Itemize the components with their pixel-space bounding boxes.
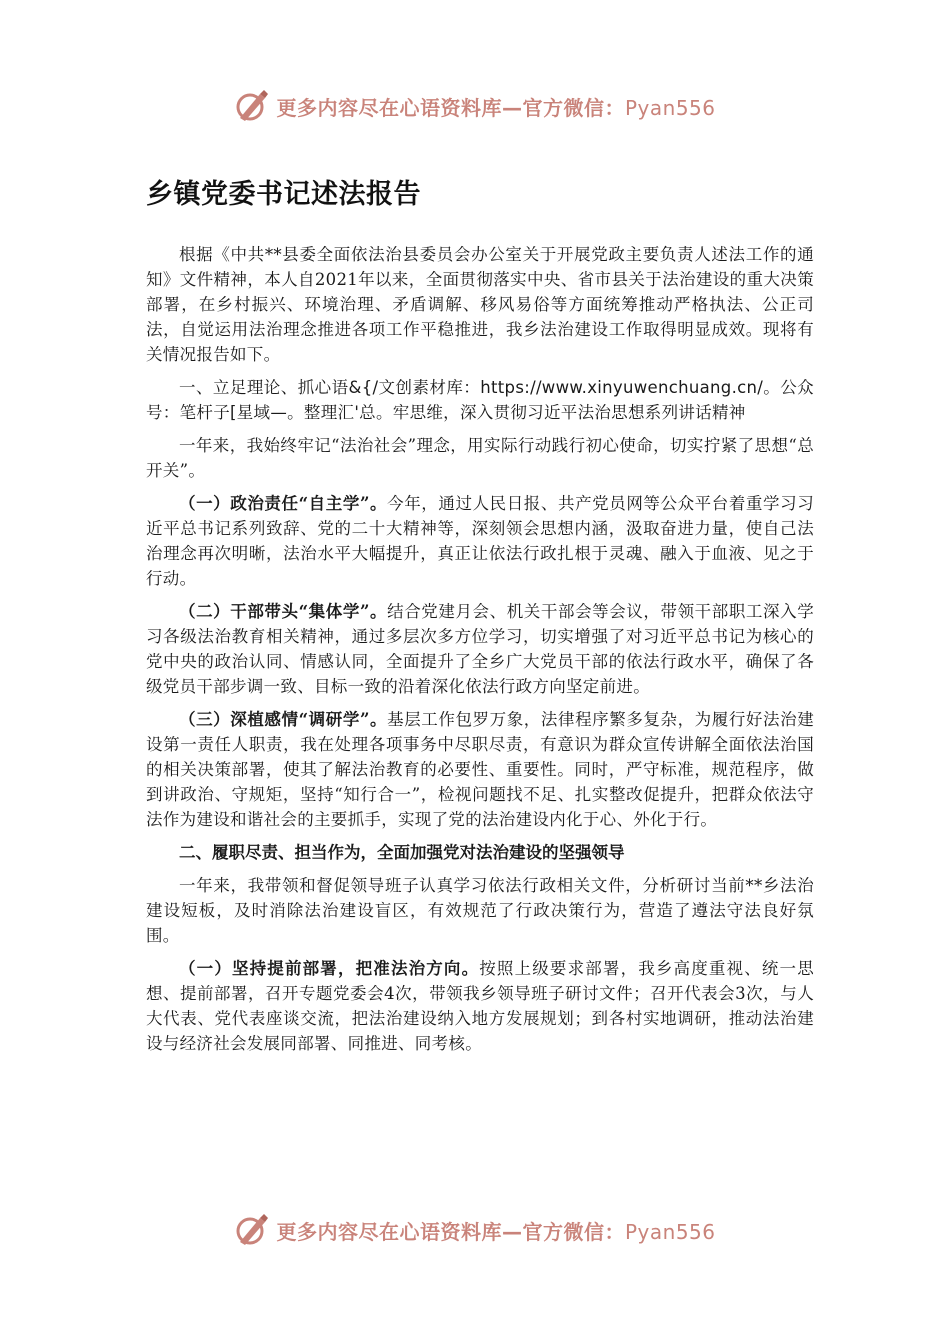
item-lead: （三）深植感情“调研学”。 (179, 710, 388, 729)
watermark-text: 更多内容尽在心语资料库—官方微信：Pyan556 (276, 1219, 716, 1244)
document-title: 乡镇党委书记述法报告 (146, 179, 421, 210)
section2-heading: 二、履职尽责、担当作为，全面加强党对法治建设的坚强领导 (179, 843, 625, 862)
pen-logo-icon (234, 1212, 270, 1248)
item-body: 结合党建月会、机关干部会等会议，带领干部职工深入学习各级法治教育相关精神，通过多层次多方位学习，切实增强了对习近平总书记为核心的党中央的政治认同、情感认同，全面提升了全乡广大党员干部的依法行政水平，确保了各级党员干部步调一致、目标一致的沿着深化依法行政方向坚定前进。 (146, 602, 814, 696)
item-body: 基层工作包罗万象，法律程序繁多复杂，为履行好法治建设第一责任人职责，我在处理各项事务中尽职尽责，有意识为群众宣传讲解全面依法治国的相关决策部署，使其了解法治教育的必要性、重要性。同时，严守标准，规范程序，做到讲政治、守规矩，坚持“知行合一”，检视问题找不足、扎实整改促提升，把群众依法守法作为建设和谐社会的主要抓手，实现了党的法治建设内化于心、外化于行。 (146, 710, 814, 829)
section1-intro: 一年来，我始终牢记“法治社会”理念，用实际行动践行初心使命，切实拧紧了思想“总开关”。 (146, 436, 814, 480)
item-body: 按照上级要求部署，我乡高度重视、统一思想、提前部署，召开专题党委会4次，带领我乡领导班子研讨文件；召开代表会3次，与人大代表、党代表座谈交流，把法治建设纳入地方发展规划；到各村实地调研，推动法治建设与经济社会发展同部署、同推进、同考核。 (146, 959, 814, 1053)
intro-paragraph: 根据《中共**县委全面依法治县委员会办公室关于开展党政主要负责人述法工作的通知》文件精神，本人自2021年以来，全面贯彻落实中央、省市县关于法治建设的重大决策部署，在乡村振兴、环境治理、矛盾调解、移风易俗等方面统筹推动严格执法、公正司法，自觉运用法治理念推进各项工作平稳推进，我乡法治建设工作取得明显成效。现将有关情况报告如下。 (146, 245, 814, 364)
item-lead: （一）政治责任“自主学”。 (179, 494, 388, 513)
item-body: 今年，通过人民日报、共产党员网等公众平台着重学习习近平总书记系列致辞、党的二十大精神等，深刻领会思想内涵，汲取奋进力量，使自己法治理念再次明晰，法治水平大幅提升，真正让依法行政扎根于灵魂、融入于血液、见之于行动。 (146, 494, 814, 588)
document-body (146, 176, 814, 1064)
item-lead: （一）坚持提前部署，把准法治方向。 (179, 959, 480, 978)
section1-heading: 一、立足理论、抓心语&{/文创素材库：https://www.xinyuwenchuang.cn/。公众号：笔杆子[星域—。整理汇'总。牢思维，深入贯彻习近平法治思想系列讲话精神 (146, 378, 814, 422)
watermark-text: 更多内容尽在心语资料库—官方微信：Pyan556 (276, 95, 716, 120)
section2-item-1 (146, 956, 814, 1056)
section1-item-1 (146, 491, 814, 591)
watermark-banner-bottom (0, 1208, 950, 1252)
item-lead: （二）干部带头“集体学”。 (179, 602, 388, 621)
section2-intro: 一年来，我带领和督促领导班子认真学习依法行政相关文件，分析研讨当前**乡法治建设短板，及时消除法治建设盲区，有效规范了行政决策行为，营造了遵法守法良好氛围。 (146, 876, 814, 945)
pen-logo-icon (234, 88, 270, 124)
section1-item-3 (146, 707, 814, 832)
watermark-banner-top (0, 84, 950, 128)
section1-item-2 (146, 599, 814, 699)
